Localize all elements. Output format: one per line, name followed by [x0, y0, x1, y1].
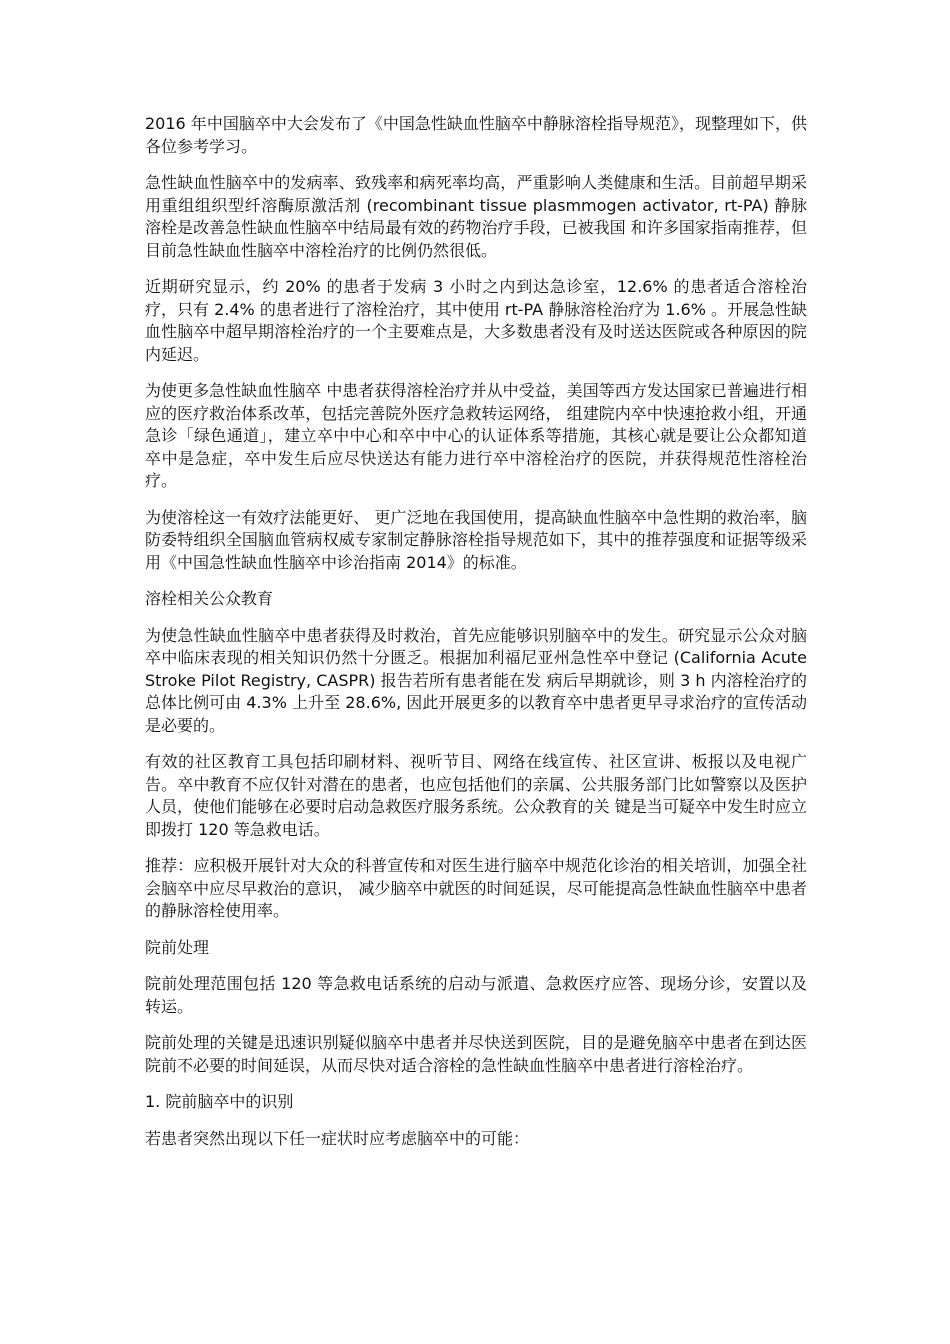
community-tools-paragraph: 有效的社区教育工具包括印刷材料、视听节目、网络在线宣传、社区宣讲、板报以及电视广告。卒中教育不应仅针对潜在的患者，也应包括他们的亲属、公共服务部门比如警察以及医护人员，使他们能够在必要时启动急救医疗服务系统。公众教育的关 键是当可疑卒中发生时应立即拨打 120 等急救电话。: [145, 752, 807, 839]
prehospital-key-paragraph: 院前处理的关键是迅速识别疑似脑卒中患者并尽快送到医院，目的是避免脑卒中患者在到达医院前不必要的时间延误，从而尽快对适合溶栓的急性缺血性脑卒中患者进行溶栓治疗。: [145, 1033, 807, 1075]
subsection-heading-recognition: 1. 院前脑卒中的识别: [145, 1092, 294, 1111]
document-body: [145, 113, 807, 1164]
purpose-paragraph: 为使溶栓这一有效疗法能更好、 更广泛地在我国使用，提高缺血性脑卒中急性期的救治率，脑防委特组织全国脑血管病权威专家制定静脉溶栓指导规范如下，其中的推荐强度和证据等级采用《中国急性缺血性脑卒中诊治指南 2014》的标准。: [145, 507, 807, 572]
section-heading-public-education: 溶栓相关公众教育: [145, 589, 274, 608]
recommendation-paragraph: 推荐：应积极开展针对大众的科普宣传和对医生进行脑卒中规范化诊治的相关培训，加强全社会脑卒中应尽早救治的意识， 减少脑卒中就医的时间延误，尽可能提高急性缺血性脑卒中患者的静脉溶栓使用率。: [145, 856, 807, 920]
intro-paragraph: 2016 年中国脑卒中大会发布了《中国急性缺血性脑卒中静脉溶栓指导规范》，现整理如下，供各位参考学习。: [145, 114, 807, 156]
reform-paragraph: 为使更多急性缺血性脑卒 中患者获得溶栓治疗并从中受益，美国等西方发达国家已普遍进行相应的医疗救治体系改革，包括完善院外医疗急救转运网络， 组建院内卒中快速抢救小组，开通急诊「绿色通道」，建立卒中中心和卒中中心的认证体系等措施，其核心就是要让公众都知道卒中是急症，卒中发生后应尽快送达有能力进行卒中溶栓治疗的医院，并获得规范性溶栓治疗。: [145, 381, 807, 490]
symptom-intro-paragraph: 若患者突然出现以下任一症状时应考虑脑卒中的可能：: [145, 1128, 530, 1148]
prehospital-scope-paragraph: 院前处理范围包括 120 等急救电话系统的启动与派遣、急救医疗应答、现场分诊，安置以及转运。: [145, 974, 807, 1016]
section-heading-prehospital: 院前处理: [145, 937, 210, 957]
research-paragraph: 近期研究显示，约 20% 的患者于发病 3 小时之内到达急诊室，12.6% 的患者适合溶栓治疗，只有 2.4% 的患者进行了溶栓治疗，其中使用 rt-PA 静脉溶栓治疗为 1.6% 。开展急性缺血性脑卒中超早期溶栓治疗的一个主要难点是，大多数患者没有及时送达医院或各种原因的院内延迟。: [145, 277, 808, 364]
background-paragraph: 急性缺血性脑卒中的发病率、致残率和病死率均高，严重影响人类健康和生活。目前超早期采用重组组织型纤溶酶原激活剂 (recombinant tissue plasmmogen activator, rt-PA) 静脉溶栓是改善急性缺血性脑卒中结局最有效的药物治疗手段，已被我国 和许多国家指南推荐，但目前急性缺血性脑卒中溶栓治疗的比例仍然很低。: [145, 173, 807, 260]
public-education-paragraph: 为使急性缺血性脑卒中患者获得及时救治，首先应能够识别脑卒中的发生。研究显示公众对脑卒中临床表现的相关知识仍然十分匮乏。根据加利福尼亚州急性卒中登记 (California Acute Stroke Pilot Registry, CASPR) 报告若所有患者能在发 病后早期就诊，则 3 h 内溶栓治疗的总体比例可由 4.3% 上升至 28.6%, 因此开展更多的以教育卒中患者更早寻求治疗的宣传活动是必要的。: [145, 625, 807, 735]
